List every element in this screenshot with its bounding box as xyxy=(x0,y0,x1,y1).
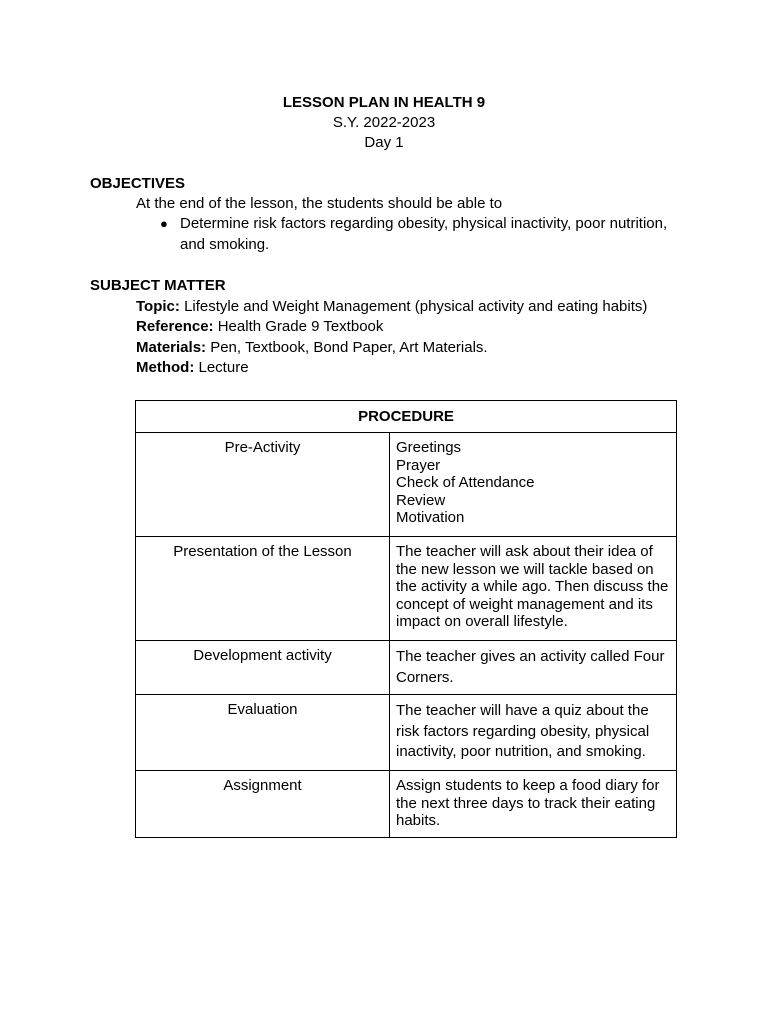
activity-line: Motivation xyxy=(396,509,465,526)
activity-line: Prayer xyxy=(396,456,441,474)
day-label: Day 1 xyxy=(364,134,404,151)
stage-cell: Evaluation xyxy=(136,695,390,771)
stage-cell: Assignment xyxy=(136,771,390,838)
document-header xyxy=(0,93,768,153)
reference-label: Reference: xyxy=(136,318,214,335)
objectives-heading: OBJECTIVES xyxy=(90,175,186,192)
method-line xyxy=(136,358,249,378)
school-year: S.Y. 2022-2023 xyxy=(332,114,436,131)
topic-value: Lifestyle and Weight Management (physical activity and eating habits) xyxy=(184,298,648,315)
reference-line xyxy=(136,317,383,337)
topic-line xyxy=(136,297,647,317)
subject-matter-heading: SUBJECT MATTER xyxy=(90,277,226,294)
procedure-heading: PROCEDURE xyxy=(136,401,677,433)
activity-line: Review xyxy=(396,491,446,509)
activity-cell: The teacher will ask about their idea of the new lesson we will tackle based on the activity a while ago. Then discuss the concept of weight management and its impact on overall lifestyle. xyxy=(390,537,677,641)
activity-cell: The teacher will have a quiz about the risk factors regarding obesity, physical inactivity, poor nutrition, and smoking. xyxy=(390,695,677,771)
document-title: LESSON PLAN IN HEALTH 9 xyxy=(282,94,486,111)
activity-cell: The teacher gives an activity called Four Corners. xyxy=(390,641,677,695)
table-row xyxy=(136,695,677,771)
stage-cell: Presentation of the Lesson xyxy=(136,537,390,641)
bullet-icon: ● xyxy=(160,216,168,231)
activity-cell xyxy=(390,433,677,537)
topic-label: Topic: xyxy=(136,298,180,315)
table-row xyxy=(136,771,677,838)
method-label: Method: xyxy=(136,359,195,376)
stage-cell: Development activity xyxy=(136,641,390,695)
materials-value: Pen, Textbook, Bond Paper, Art Materials. xyxy=(210,339,488,356)
table-row xyxy=(136,641,677,695)
table-row xyxy=(136,433,677,537)
materials-label: Materials: xyxy=(136,339,207,356)
reference-value: Health Grade 9 Textbook xyxy=(217,318,384,335)
procedure-header-row xyxy=(136,401,677,433)
method-value: Lecture xyxy=(198,359,249,376)
objectives-intro: At the end of the lesson, the students should be able to xyxy=(136,195,503,212)
procedure-table xyxy=(135,400,677,838)
objective-bullet-text: Determine risk factors regarding obesity, physical inactivity, poor nutrition, and smoking. xyxy=(180,215,668,253)
activity-cell: Assign students to keep a food diary for the next three days to track their eating habits. xyxy=(390,771,677,838)
activity-line: Check of Attendance xyxy=(396,474,535,491)
activity-line: Greetings xyxy=(396,439,462,456)
table-row xyxy=(136,537,677,641)
materials-line xyxy=(136,338,488,358)
stage-cell: Pre-Activity xyxy=(136,433,390,537)
